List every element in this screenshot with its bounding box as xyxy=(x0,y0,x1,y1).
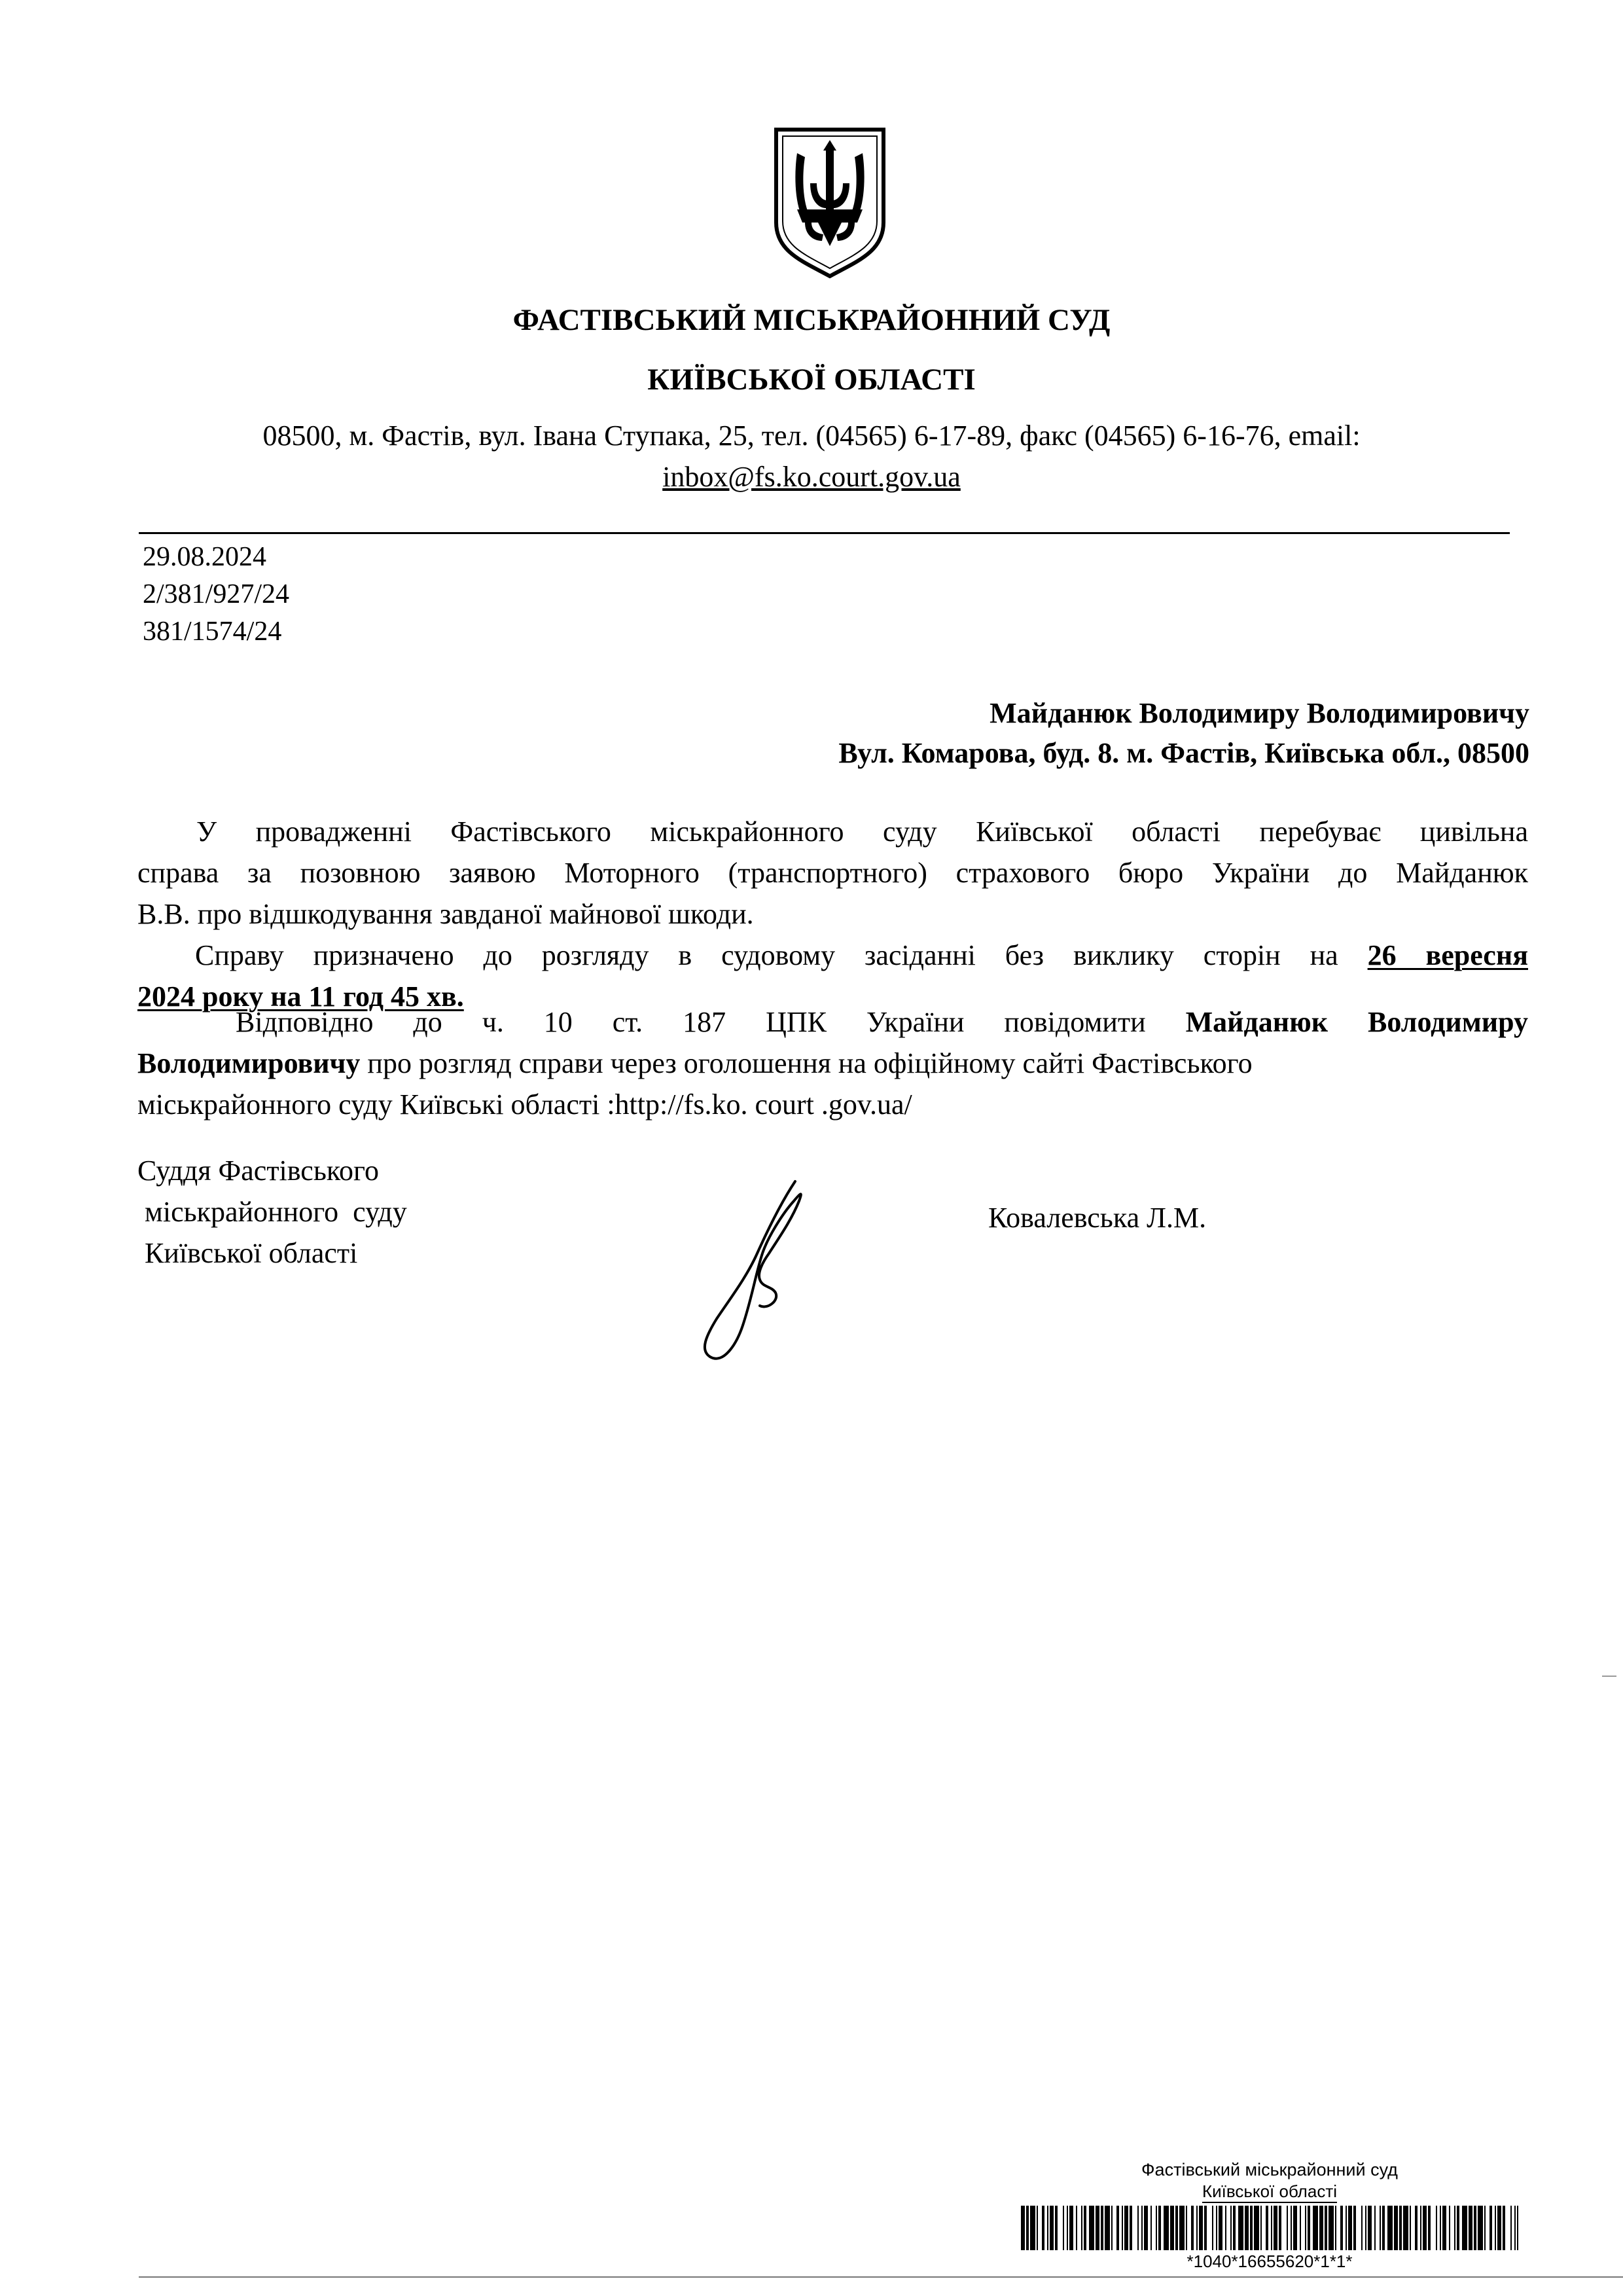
registration-stamp xyxy=(1021,2160,1518,2272)
notice-text: про розгляд справи через оголошення на офіційному сайті Фастівського xyxy=(360,1047,1253,1079)
paragraph-line xyxy=(137,1043,1528,1084)
hearing-text: Справу призначено до розгляду в судовому засіданні без виклику сторін на xyxy=(195,939,1338,971)
judge-title-line: Суддя Фастівського xyxy=(137,1155,379,1187)
bottom-divider xyxy=(139,2276,1623,2278)
ukraine-trident-emblem-icon xyxy=(771,124,889,281)
barcode-number: *1040*16655620*1*1* xyxy=(1186,2251,1353,2271)
paragraph-notice xyxy=(137,1001,1528,1125)
paragraph-line: справа за позовною заявою Моторного (транспортного) страхового бюро України до Майданюк xyxy=(137,857,1528,889)
judge-title-line: міськрайонного суду xyxy=(137,1196,407,1228)
judge-name: Ковалевська Л.М. xyxy=(988,1202,1207,1234)
court-email-link[interactable]: inbox@fs.ko.court.gov.ua xyxy=(662,461,961,493)
court-region: КИЇВСЬКОЇ ОБЛАСТІ xyxy=(647,363,976,397)
paragraph-line xyxy=(137,935,1528,976)
letter-date: 29.08.2024 xyxy=(143,542,266,572)
notice-addressee: Майданюк Володимиру xyxy=(1185,1006,1528,1038)
paragraph-line xyxy=(137,1001,1528,1043)
hearing-date: 26 вересня xyxy=(1367,939,1528,971)
paragraph-line: В.В. про відшкодування завданої майнової шкоди. xyxy=(137,898,754,930)
margin-mark xyxy=(1602,1676,1616,1677)
judge-title-line: Київської області xyxy=(137,1237,358,1269)
addressee-name: Майданюк Володимиру Володимировичу xyxy=(990,697,1529,729)
addressee-address: Вул. Комарова, буд. 8. м. Фастів, Київська обл., 08500 xyxy=(838,737,1529,769)
court-email-line xyxy=(0,460,1623,493)
stamp-court-name: Фастівський міськрайонний суд xyxy=(1141,2160,1398,2179)
handwritten-signature-icon xyxy=(684,1175,834,1361)
paragraph-proceedings xyxy=(137,811,1528,935)
court-address: 08500, м. Фастів, вул. Івана Ступака, 25, тел. (04565) 6-17-89, факс (04565) 6-16-76, email: xyxy=(262,420,1361,452)
proceeding-number: 381/1574/24 xyxy=(143,617,282,647)
reference-block xyxy=(143,539,289,651)
judge-title xyxy=(137,1150,407,1274)
court-name: ФАСТІВСЬКИЙ МІСЬКРАЙОННИЙ СУД xyxy=(512,303,1111,337)
hearing-time: 2024 року на 11 год 45 хв. xyxy=(137,980,464,1013)
notice-text: Відповідно до ч. 10 ст. 187 ЦПК України повідомити xyxy=(236,1006,1146,1038)
paragraph-line: міськрайонного суду Київські області :http://fs.ko. court .gov.ua/ xyxy=(137,1088,912,1121)
case-number: 2/381/927/24 xyxy=(143,579,290,609)
paragraph-line: У провадженні Фастівського міськрайонного суду Київської області перебуває цивільна xyxy=(196,816,1528,848)
stamp-region: Київської області xyxy=(1202,2181,1337,2203)
barcode-icon xyxy=(1021,2206,1518,2250)
notice-addressee-patronymic: Володимировичу xyxy=(137,1047,361,1079)
header-divider xyxy=(139,532,1510,534)
